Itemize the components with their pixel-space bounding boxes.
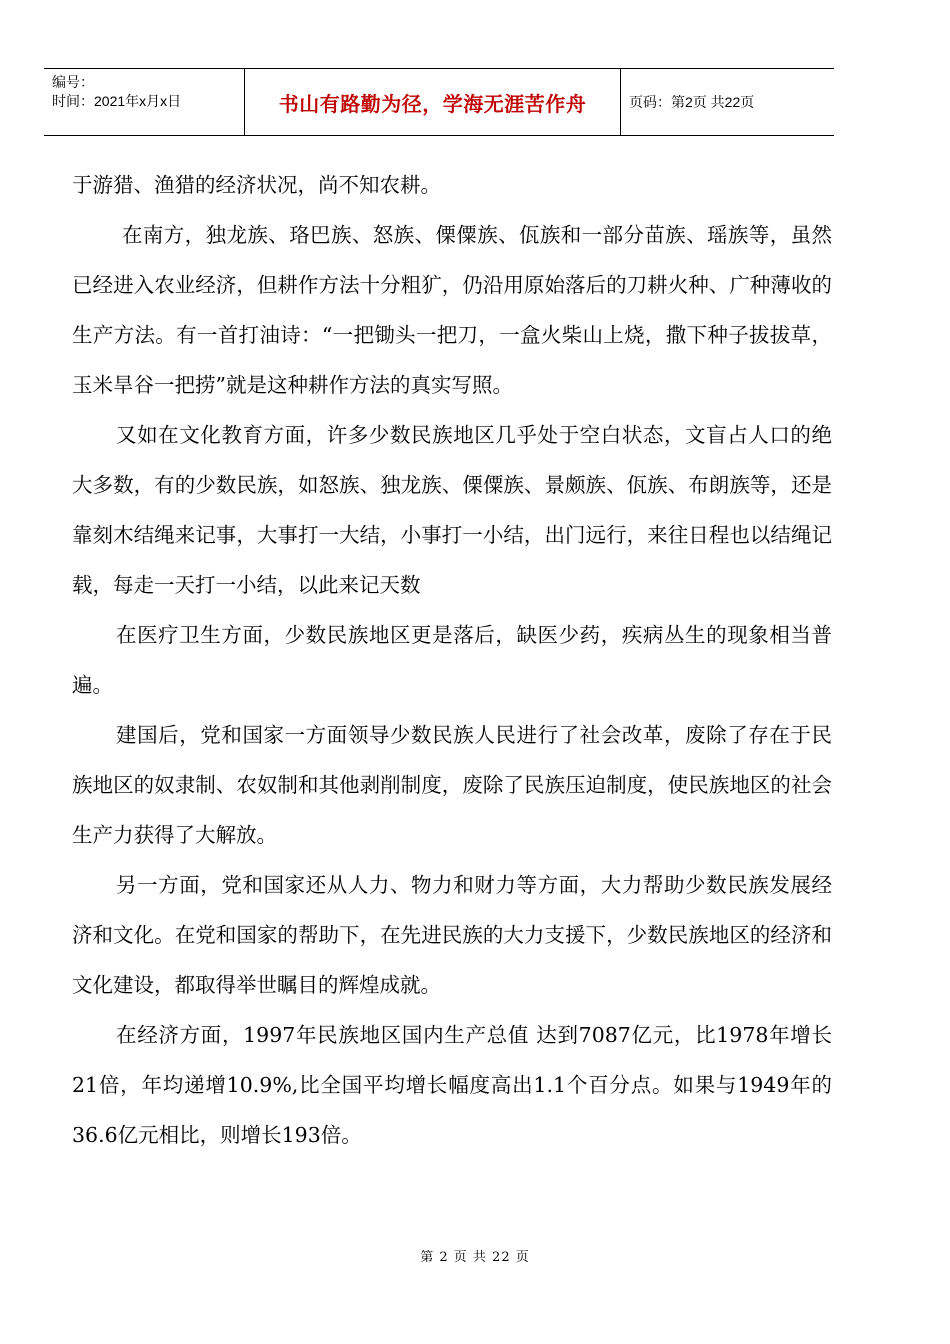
motto-text: 书山有路勤为径，学海无涯苦作舟 — [278, 91, 587, 116]
document-header — [44, 68, 834, 136]
header-page-cell — [621, 69, 834, 135]
header-meta-cell — [44, 69, 245, 135]
paragraph-education: 又如在文化教育方面，许多少数民族地区几乎处于空白状态，文盲占人口的绝大多数，有的少数民族，如怒族、独龙族、傈僳族、景颇族、佤族、布朗族等，还是靠刻木结绳来记事，大事打一大结，小事打一小结，出门远行，来往日程也以结绳记载，每走一天打一小结，以此来记天数 — [72, 423, 832, 597]
number-label: 编号： — [52, 74, 94, 90]
paragraph-south-farming: 在南方，独龙族、珞巴族、怒族、傈僳族、佤族和一部分苗族、瑶族等，虽然已经进入农业经济，但耕作方法十分粗犷，仍沿用原始落后的刀耕火种、广种薄收的生产方法。有一首打油诗：“一把锄头一把刀，一盒火柴山上烧，撒下种子拔拔草，玉米旱谷一把捞”就是这种耕作方法的真实写照。 — [72, 223, 832, 397]
paragraph-reform: 建国后，党和国家一方面领导少数民族人民进行了社会改革，废除了存在于民族地区的奴隶制、农奴制和其他剥削制度，废除了民族压迫制度，使民族地区的社会生产力获得了大解放。 — [72, 723, 832, 847]
paragraph-economy: 在经济方面，1997年民族地区国内生产总值 达到7087亿元，比1978年增长21倍，年均递增10.9%,比全国平均增长幅度高出1.1个百分点。如果与1949年的36.6亿元相比，则增长193倍。 — [72, 1023, 832, 1147]
time-label: 时间：2021年x月x日 — [52, 93, 182, 109]
page-code: 页码：第2页 共22页 — [629, 94, 755, 110]
page-footer — [0, 1246, 950, 1265]
document-body — [72, 160, 832, 1160]
paragraph-continuation: 于游猎、渔猎的经济状况，尚不知农耕。 — [72, 173, 441, 197]
footer-page-indicator: 第 2 页 共 22 页 — [420, 1250, 530, 1265]
header-motto-cell — [245, 69, 621, 135]
paragraph-assistance: 另一方面，党和国家还从人力、物力和财力等方面，大力帮助少数民族发展经济和文化。在党和国家的帮助下，在先进民族的大力支援下，少数民族地区的经济和文化建设，都取得举世瞩目的辉煌成就。 — [72, 873, 832, 997]
paragraph-healthcare: 在医疗卫生方面，少数民族地区更是落后，缺医少药，疾病丛生的现象相当普遍。 — [72, 623, 832, 697]
